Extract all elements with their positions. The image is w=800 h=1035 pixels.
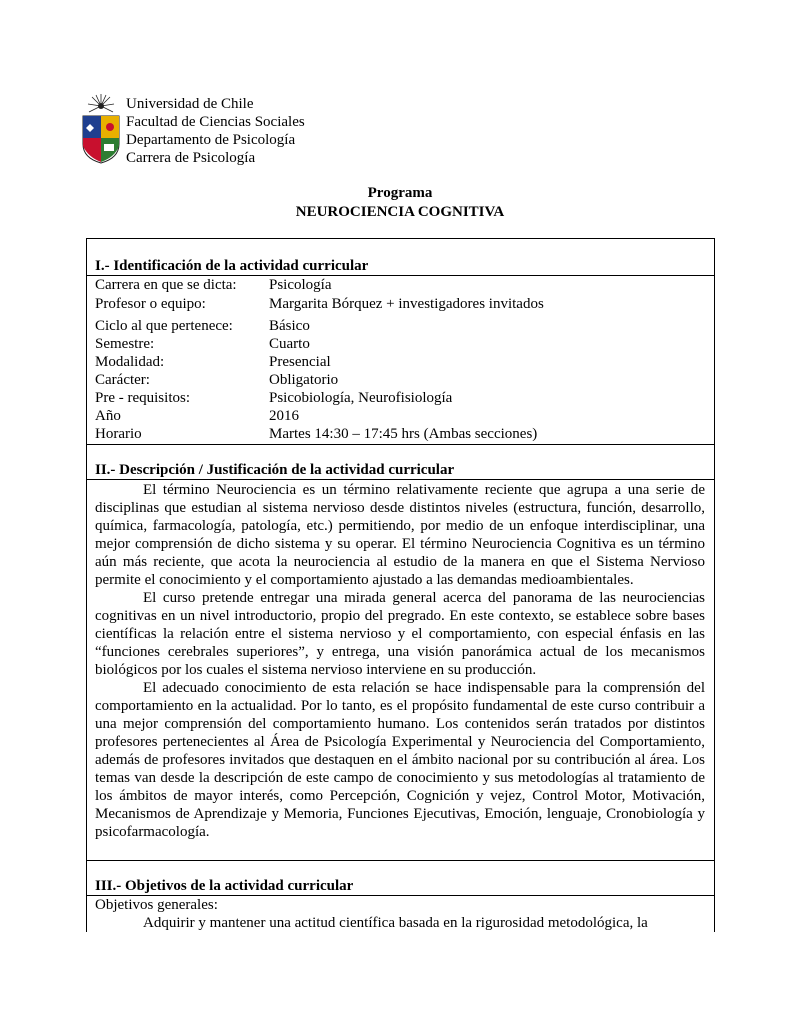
- program-table: [86, 238, 715, 932]
- info-row: Horario Martes 14:30 – 17:45 hrs (Ambas secciones): [95, 426, 538, 442]
- info-row: Carácter: Obligatorio: [95, 372, 339, 388]
- section-1-heading: I.- Identificación de la actividad curricular: [87, 257, 714, 276]
- university-name: Universidad de Chile: [126, 96, 254, 112]
- description-text: [95, 481, 705, 841]
- objective-text: Adquirir y mantener una actitud científica basada en la rigurosidad metodológica, la: [143, 915, 648, 931]
- department-name: Departamento de Psicología: [126, 132, 296, 148]
- description-paragraph: El adecuado conocimiento de esta relación se hace indispensable para la comprensión del comportamiento en la actualidad. Por lo tanto, es el propósito fundamental de este curso contribuir a una mejor comprensión del comportamiento humano. Los contenidos serán tratados por distintos profesores pertenecientes al Área de Psicología Experimental y Neurociencia del Comportamiento, además de profesores invitados que destaquen en el ámbito nacional por su contribución al área. Los temas van desde la descripción de este campo de conocimiento y sus metodologías al tratamiento de los ámbitos de mayor interés, como Percepción, Cognición y vejez, Control Motor, Motivación, Mecanismos de Aprendizaje y Memoria, Funciones Ejecutivas, Emoción, lenguaje, Cronobiología y psicofarmacología.: [95, 680, 705, 840]
- info-row: Año 2016: [95, 408, 299, 424]
- institution-lines: [126, 95, 305, 167]
- section-divider: [87, 444, 714, 445]
- info-row: Profesor o equipo: Margarita Bórquez + investigadores invitados: [95, 296, 544, 312]
- section-2-heading: II.- Descripción / Justificación de la actividad curricular: [87, 461, 714, 480]
- info-row: Carrera en que se dicta: Psicología: [95, 277, 332, 293]
- faculty-name: Facultad de Ciencias Sociales: [126, 114, 305, 130]
- info-row: Ciclo al que pertenece: Básico: [95, 318, 310, 334]
- info-row: Modalidad: Presencial: [95, 354, 331, 370]
- objectives-subtitle: Objetivos generales:: [95, 897, 218, 913]
- course-title: NEUROCIENCIA COGNITIVA: [295, 204, 505, 220]
- description-paragraph: El término Neurociencia es un término relativamente reciente que agrupa a una serie de disciplinas que estudian al sistema nervioso desde distintos niveles (estructura, función, desarrollo, química, farmacología, patología, etc.) permitiendo, por medio de un enfoque interdisciplinar, una mejor comprensión de dicho sistema y su operar. El término Neurociencia Cognitiva es un término aún más reciente, que acota la neurociencia al estudio de la manera en que el Sistema Nervioso permite el conocimiento y el comportamiento ajustado a las demandas medioambientales.: [95, 482, 705, 588]
- section-divider: [87, 860, 714, 861]
- document-title: [0, 184, 800, 222]
- description-paragraph: El curso pretende entregar una mirada general acerca del panorama de las neurociencias cognitivas en un nivel introductorio, propio del pregrado. En este contexto, se establece sobre bases científicas la relación entre el sistema nervioso y el comportamiento, con especial énfasis en las “funciones cerebrales superiores”, y entrega, una visión panorámica actual de los mecanismos biológicos por los cuales el sistema nervioso interviene en su producción.: [95, 590, 705, 678]
- university-seal-icon: [80, 94, 122, 164]
- program-heading: Programa: [367, 185, 433, 201]
- info-row: Semestre: Cuarto: [95, 336, 310, 352]
- career-name: Carrera de Psicología: [126, 150, 256, 166]
- section-3-heading: III.- Objetivos de la actividad curricular: [87, 877, 714, 896]
- info-row: Pre - requisitos: Psicobiología, Neurofisiología: [95, 390, 453, 406]
